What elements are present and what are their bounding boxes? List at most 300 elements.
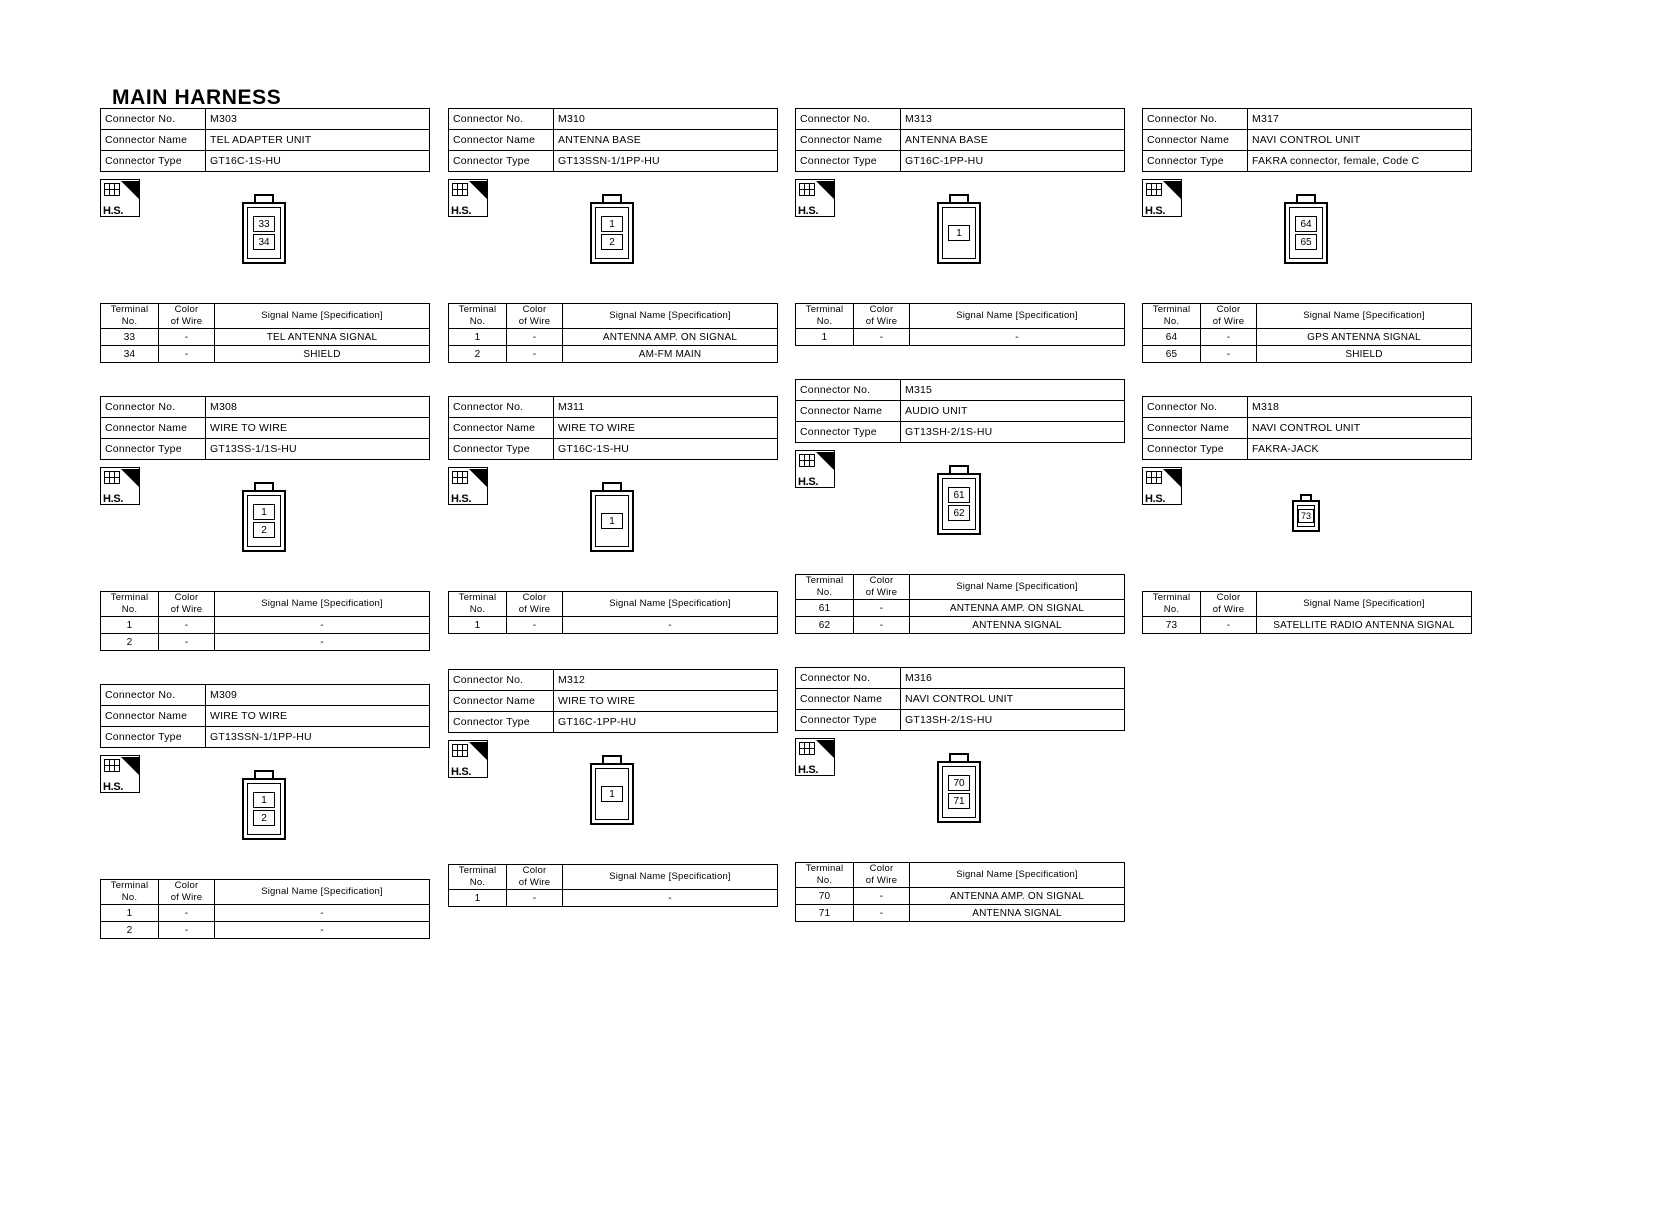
harness-side-icon (795, 450, 837, 490)
connector-pin-drawing (590, 194, 634, 272)
pin: 34 (253, 234, 275, 250)
hs-label: H.S. (798, 764, 819, 776)
terminal-table (100, 591, 430, 651)
connector-name-label: Connector Name (101, 130, 206, 151)
connector-no-row (101, 685, 430, 706)
terminal-table-m315 (795, 574, 1125, 634)
hs-label: H.S. (103, 205, 124, 217)
connector-pin-drawing (590, 482, 634, 560)
connector-type-row (1143, 439, 1472, 460)
color-header: Color of Wire (507, 304, 563, 329)
connector-type-label: Connector Type (101, 727, 206, 748)
signal-header: Signal Name [Specification] (215, 592, 430, 617)
terminal-cell: 1 (449, 329, 507, 346)
connector-block-m311 (448, 396, 778, 527)
table-row (449, 346, 778, 363)
connector-type-value: GT13SSN-1/1PP-HU (206, 727, 430, 748)
connector-type-value: GT13SH-2/1S-HU (901, 422, 1125, 443)
terminal-no-header: Terminal No. (101, 592, 159, 617)
connector-header-table (795, 379, 1125, 443)
connector-pin-drawing (937, 753, 981, 831)
connector-name-label: Connector Name (1143, 418, 1248, 439)
signal-header: Signal Name [Specification] (215, 880, 430, 905)
signal-cell: SHIELD (215, 346, 430, 363)
color-cell: - (854, 888, 910, 905)
color-header: Color of Wire (507, 865, 563, 890)
harness-side-icon (1142, 179, 1184, 219)
connector-no-row (449, 670, 778, 691)
signal-header: Signal Name [Specification] (215, 304, 430, 329)
color-header: Color of Wire (159, 880, 215, 905)
terminal-no-header: Terminal No. (1143, 304, 1201, 329)
pin: 73 (1298, 509, 1314, 523)
table-row (101, 329, 430, 346)
connector-header-table (100, 108, 430, 172)
connector-name-value: WIRE TO WIRE (554, 691, 778, 712)
pin: 1 (601, 216, 623, 232)
terminal-table (448, 864, 778, 907)
connector-name-row (449, 130, 778, 151)
connector-type-row (449, 439, 778, 460)
color-header: Color of Wire (854, 863, 910, 888)
connector-name-label: Connector Name (449, 691, 554, 712)
color-cell: - (1201, 329, 1257, 346)
connector-pin-drawing (242, 770, 286, 848)
signal-header: Signal Name [Specification] (563, 865, 778, 890)
table-row (796, 600, 1125, 617)
signal-cell: - (215, 617, 430, 634)
color-header: Color of Wire (507, 592, 563, 617)
table-row (449, 890, 778, 907)
table-row (1143, 346, 1472, 363)
pin: 1 (253, 792, 275, 808)
signal-cell: ANTENNA AMP. ON SIGNAL (563, 329, 778, 346)
connector-type-value: FAKRA connector, female, Code C (1248, 151, 1472, 172)
connector-header-table (100, 684, 430, 748)
terminal-table-m310 (448, 303, 778, 363)
terminal-table (795, 574, 1125, 634)
connector-type-value: FAKRA-JACK (1248, 439, 1472, 460)
color-header: Color of Wire (854, 575, 910, 600)
terminal-cell: 2 (449, 346, 507, 363)
connector-no-label: Connector No. (449, 109, 554, 130)
connector-block-m309 (100, 684, 430, 824)
terminal-no-header: Terminal No. (101, 304, 159, 329)
color-cell: - (159, 922, 215, 939)
connector-block-m310 (448, 108, 778, 248)
connector-header-table (448, 396, 778, 460)
connector-type-value: GT16C-1PP-HU (554, 712, 778, 733)
terminal-cell: 1 (449, 890, 507, 907)
terminal-table-m316 (795, 862, 1125, 922)
connector-no-value: M315 (901, 380, 1125, 401)
terminal-header-row (796, 304, 1125, 329)
connector-no-label: Connector No. (101, 109, 206, 130)
terminal-table (1142, 591, 1472, 634)
connector-type-label: Connector Type (101, 439, 206, 460)
connector-type-label: Connector Type (796, 151, 901, 172)
hs-label: H.S. (798, 205, 819, 217)
terminal-cell: 1 (101, 617, 159, 634)
connector-type-value: GT13SS-1/1S-HU (206, 439, 430, 460)
color-header: Color of Wire (854, 304, 910, 329)
connector-no-label: Connector No. (796, 380, 901, 401)
terminal-no-header: Terminal No. (796, 304, 854, 329)
signal-cell: GPS ANTENNA SIGNAL (1257, 329, 1472, 346)
connector-no-label: Connector No. (1143, 397, 1248, 418)
connector-type-label: Connector Type (796, 422, 901, 443)
connector-no-value: M311 (554, 397, 778, 418)
connector-name-label: Connector Name (101, 418, 206, 439)
terminal-cell: 2 (101, 634, 159, 651)
terminal-no-header: Terminal No. (101, 880, 159, 905)
pin: 71 (948, 793, 970, 809)
terminal-header-row (449, 304, 778, 329)
connector-block-m308 (100, 396, 430, 536)
connector-type-row (449, 712, 778, 733)
signal-cell: SATELLITE RADIO ANTENNA SIGNAL (1257, 617, 1472, 634)
table-row (449, 617, 778, 634)
color-cell: - (159, 346, 215, 363)
terminal-header-row (1143, 304, 1472, 329)
pin: 61 (948, 487, 970, 503)
connector-no-row (1143, 397, 1472, 418)
connector-block-m316 (795, 667, 1125, 807)
hs-label: H.S. (1145, 205, 1166, 217)
connector-no-label: Connector No. (1143, 109, 1248, 130)
connector-name-row (1143, 418, 1472, 439)
connector-no-value: M308 (206, 397, 430, 418)
color-header: Color of Wire (159, 592, 215, 617)
connector-block-m317 (1142, 108, 1472, 248)
connector-block-m315 (795, 379, 1125, 519)
connector-name-value: ANTENNA BASE (554, 130, 778, 151)
connector-name-row (796, 401, 1125, 422)
color-cell: - (854, 329, 910, 346)
connector-type-value: GT16C-1PP-HU (901, 151, 1125, 172)
terminal-header-row (796, 863, 1125, 888)
connector-header-table (795, 667, 1125, 731)
connector-name-value: WIRE TO WIRE (206, 706, 430, 727)
terminal-table-m317 (1142, 303, 1472, 363)
pin: 2 (601, 234, 623, 250)
harness-side-icon (795, 179, 837, 219)
connector-type-row (796, 710, 1125, 731)
connector-header-table (448, 108, 778, 172)
table-row (796, 905, 1125, 922)
connector-header-table (795, 108, 1125, 172)
terminal-no-header: Terminal No. (449, 304, 507, 329)
connector-pin-drawing (937, 465, 981, 543)
table-row (796, 888, 1125, 905)
connector-type-value: GT16C-1S-HU (206, 151, 430, 172)
connector-name-row (796, 689, 1125, 710)
connector-no-value: M317 (1248, 109, 1472, 130)
harness-side-icon (795, 738, 837, 778)
color-cell: - (159, 905, 215, 922)
table-row (449, 329, 778, 346)
terminal-header-row (1143, 592, 1472, 617)
color-cell: - (854, 600, 910, 617)
connector-no-label: Connector No. (449, 670, 554, 691)
terminal-table (100, 879, 430, 939)
terminal-header-row (101, 880, 430, 905)
connector-no-value: M303 (206, 109, 430, 130)
connector-name-label: Connector Name (101, 706, 206, 727)
connector-pin-drawing (1284, 194, 1328, 272)
connector-type-value: GT16C-1S-HU (554, 439, 778, 460)
connector-type-row (101, 439, 430, 460)
signal-cell: ANTENNA SIGNAL (910, 905, 1125, 922)
signal-cell: - (215, 634, 430, 651)
terminal-table-m308 (100, 591, 430, 651)
terminal-table (795, 862, 1125, 922)
terminal-table-m313 (795, 303, 1125, 346)
signal-header: Signal Name [Specification] (910, 304, 1125, 329)
table-row (1143, 617, 1472, 634)
terminal-cell: 64 (1143, 329, 1201, 346)
terminal-cell: 33 (101, 329, 159, 346)
terminal-cell: 1 (101, 905, 159, 922)
connector-no-row (449, 109, 778, 130)
harness-side-icon (100, 179, 142, 219)
pin: 33 (253, 216, 275, 232)
connector-name-row (449, 691, 778, 712)
terminal-no-header: Terminal No. (449, 592, 507, 617)
connector-type-label: Connector Type (796, 710, 901, 731)
pin: 1 (253, 504, 275, 520)
pin: 2 (253, 522, 275, 538)
connector-type-row (796, 422, 1125, 443)
color-cell: - (854, 617, 910, 634)
connector-type-row (101, 727, 430, 748)
terminal-header-row (101, 304, 430, 329)
terminal-no-header: Terminal No. (1143, 592, 1201, 617)
color-cell: - (159, 329, 215, 346)
color-cell: - (854, 905, 910, 922)
color-cell: - (507, 329, 563, 346)
connector-no-row (796, 668, 1125, 689)
hs-label: H.S. (103, 781, 124, 793)
connector-name-label: Connector Name (796, 689, 901, 710)
signal-cell: ANTENNA SIGNAL (910, 617, 1125, 634)
pin: 2 (253, 810, 275, 826)
connector-no-row (101, 109, 430, 130)
signal-header: Signal Name [Specification] (563, 304, 778, 329)
connector-header-table (100, 396, 430, 460)
pin: 65 (1295, 234, 1317, 250)
connector-header-table (1142, 108, 1472, 172)
terminal-cell: 1 (449, 617, 507, 634)
signal-cell: SHIELD (1257, 346, 1472, 363)
signal-header: Signal Name [Specification] (1257, 304, 1472, 329)
connector-no-value: M309 (206, 685, 430, 706)
connector-no-row (796, 380, 1125, 401)
harness-side-icon (448, 467, 490, 507)
terminal-cell: 62 (796, 617, 854, 634)
connector-block-m303 (100, 108, 430, 248)
connector-type-label: Connector Type (1143, 151, 1248, 172)
terminal-header-row (796, 575, 1125, 600)
connector-name-value: WIRE TO WIRE (206, 418, 430, 439)
table-row (101, 922, 430, 939)
connector-pin-drawing (242, 194, 286, 272)
connector-pin-drawing (590, 755, 634, 833)
signal-cell: - (563, 617, 778, 634)
signal-cell: - (910, 329, 1125, 346)
connector-no-row (1143, 109, 1472, 130)
pin: 1 (601, 786, 623, 802)
connector-type-label: Connector Type (449, 712, 554, 733)
connector-no-value: M316 (901, 668, 1125, 689)
connector-name-value: NAVI CONTROL UNIT (1248, 130, 1472, 151)
connector-no-label: Connector No. (101, 685, 206, 706)
signal-cell: - (563, 890, 778, 907)
terminal-table-m309 (100, 879, 430, 939)
signal-cell: TEL ANTENNA SIGNAL (215, 329, 430, 346)
connector-type-label: Connector Type (449, 439, 554, 460)
connector-no-value: M318 (1248, 397, 1472, 418)
color-header: Color of Wire (159, 304, 215, 329)
signal-cell: - (215, 922, 430, 939)
connector-type-label: Connector Type (449, 151, 554, 172)
terminal-cell: 71 (796, 905, 854, 922)
color-header: Color of Wire (1201, 304, 1257, 329)
connector-name-value: AUDIO UNIT (901, 401, 1125, 422)
connector-name-label: Connector Name (796, 401, 901, 422)
connector-name-row (796, 130, 1125, 151)
pin: 1 (948, 225, 970, 241)
hs-label: H.S. (451, 766, 472, 778)
signal-cell: - (215, 905, 430, 922)
terminal-table (448, 591, 778, 634)
pin: 70 (948, 775, 970, 791)
signal-cell: ANTENNA AMP. ON SIGNAL (910, 888, 1125, 905)
connector-block-m318 (1142, 396, 1472, 521)
connector-name-label: Connector Name (1143, 130, 1248, 151)
connector-pin-drawing (937, 194, 981, 272)
pin: 64 (1295, 216, 1317, 232)
connector-no-value: M312 (554, 670, 778, 691)
terminal-header-row (449, 865, 778, 890)
signal-header: Signal Name [Specification] (910, 863, 1125, 888)
terminal-table (795, 303, 1125, 346)
color-header: Color of Wire (1201, 592, 1257, 617)
hs-label: H.S. (103, 493, 124, 505)
connector-name-row (101, 130, 430, 151)
table-row (796, 617, 1125, 634)
signal-header: Signal Name [Specification] (563, 592, 778, 617)
connector-header-table (1142, 396, 1472, 460)
connector-type-value: GT13SH-2/1S-HU (901, 710, 1125, 731)
terminal-table-m318 (1142, 591, 1472, 634)
connector-block-m313 (795, 108, 1125, 239)
hs-label: H.S. (451, 493, 472, 505)
connector-type-row (796, 151, 1125, 172)
pin: 62 (948, 505, 970, 521)
connector-type-value: GT13SSN-1/1PP-HU (554, 151, 778, 172)
connector-name-label: Connector Name (796, 130, 901, 151)
terminal-table (1142, 303, 1472, 363)
terminal-cell: 70 (796, 888, 854, 905)
page-title: MAIN HARNESS (112, 86, 282, 109)
color-cell: - (507, 346, 563, 363)
terminal-cell: 73 (1143, 617, 1201, 634)
connector-no-value: M310 (554, 109, 778, 130)
connector-name-value: WIRE TO WIRE (554, 418, 778, 439)
connector-name-label: Connector Name (449, 418, 554, 439)
table-row (101, 634, 430, 651)
color-cell: - (1201, 617, 1257, 634)
signal-header: Signal Name [Specification] (1257, 592, 1472, 617)
terminal-table-m311 (448, 591, 778, 634)
table-row (1143, 329, 1472, 346)
signal-cell: AM-FM MAIN (563, 346, 778, 363)
connector-no-label: Connector No. (449, 397, 554, 418)
connector-no-row (449, 397, 778, 418)
connector-type-row (101, 151, 430, 172)
connector-type-row (449, 151, 778, 172)
color-cell: - (159, 634, 215, 651)
harness-side-icon (100, 755, 142, 795)
connector-header-table (448, 669, 778, 733)
connector-name-value: NAVI CONTROL UNIT (901, 689, 1125, 710)
connector-pin-drawing (1292, 494, 1320, 538)
terminal-cell: 1 (796, 329, 854, 346)
hs-label: H.S. (451, 205, 472, 217)
signal-cell: ANTENNA AMP. ON SIGNAL (910, 600, 1125, 617)
terminal-cell: 61 (796, 600, 854, 617)
pin: 1 (601, 513, 623, 529)
connector-no-row (796, 109, 1125, 130)
terminal-no-header: Terminal No. (796, 863, 854, 888)
connector-no-label: Connector No. (101, 397, 206, 418)
connector-type-label: Connector Type (101, 151, 206, 172)
color-cell: - (159, 617, 215, 634)
harness-side-icon (100, 467, 142, 507)
terminal-header-row (449, 592, 778, 617)
hs-label: H.S. (1145, 493, 1166, 505)
terminal-table (100, 303, 430, 363)
connector-name-row (1143, 130, 1472, 151)
connector-name-value: ANTENNA BASE (901, 130, 1125, 151)
terminal-cell: 65 (1143, 346, 1201, 363)
connector-name-value: TEL ADAPTER UNIT (206, 130, 430, 151)
hs-label: H.S. (798, 476, 819, 488)
connector-no-label: Connector No. (796, 668, 901, 689)
connector-type-label: Connector Type (1143, 439, 1248, 460)
terminal-table (448, 303, 778, 363)
color-cell: - (507, 617, 563, 634)
terminal-no-header: Terminal No. (796, 575, 854, 600)
color-cell: - (507, 890, 563, 907)
table-row (101, 346, 430, 363)
terminal-cell: 2 (101, 922, 159, 939)
connector-name-label: Connector Name (449, 130, 554, 151)
connector-type-row (1143, 151, 1472, 172)
connector-block-m312 (448, 669, 778, 800)
table-row (796, 329, 1125, 346)
harness-side-icon (448, 179, 490, 219)
connector-name-row (449, 418, 778, 439)
color-cell: - (1201, 346, 1257, 363)
terminal-cell: 34 (101, 346, 159, 363)
table-row (101, 617, 430, 634)
connector-no-label: Connector No. (796, 109, 901, 130)
terminal-table-m303 (100, 303, 430, 363)
signal-header: Signal Name [Specification] (910, 575, 1125, 600)
connector-no-value: M313 (901, 109, 1125, 130)
